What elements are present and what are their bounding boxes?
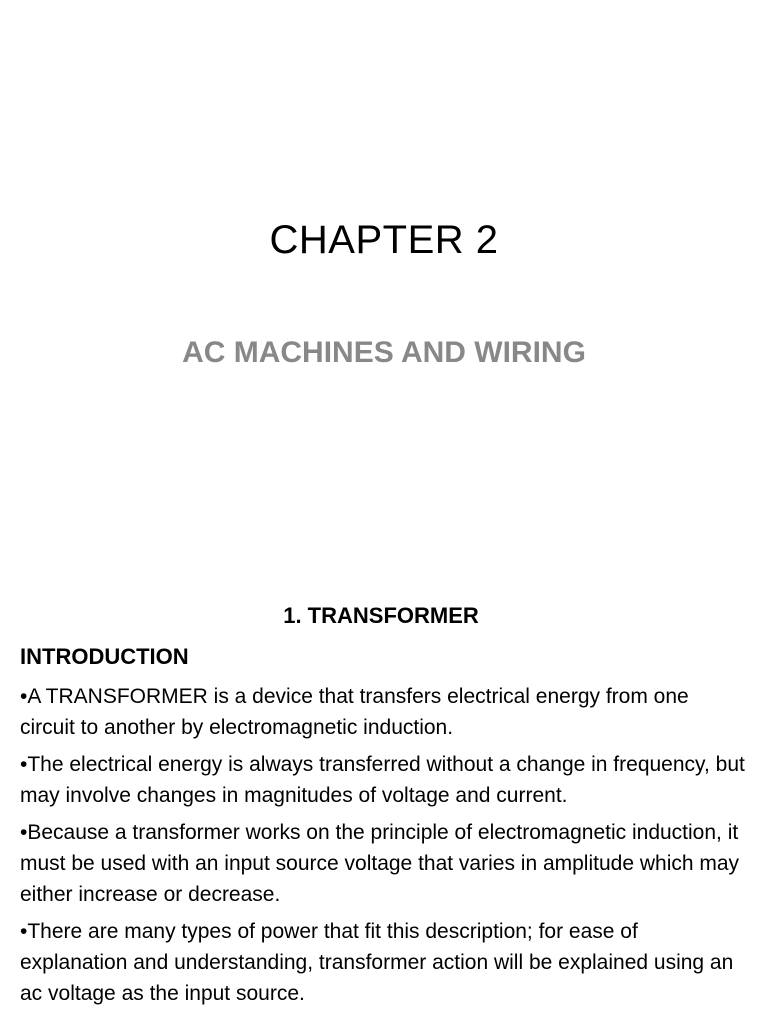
chapter-title: CHAPTER 2 bbox=[269, 218, 499, 262]
bullet-item: •The electrical energy is always transferred without a change in frequency, but may involve changes in magnitudes of voltage and current. bbox=[20, 753, 745, 807]
introduction-heading: INTRODUCTION bbox=[20, 644, 189, 669]
bullet-item: •Because a transformer works on the principle of electromagnetic induction, it must be used with an input source voltage that varies in amplitude which may either increase or decrease. bbox=[20, 821, 740, 906]
chapter-subtitle: AC MACHINES AND WIRING bbox=[182, 336, 586, 369]
section-heading: 1. TRANSFORMER bbox=[283, 603, 479, 628]
introduction-bullet-list bbox=[20, 681, 748, 1015]
bullet-item: •A TRANSFORMER is a device that transfers electrical energy from one circuit to another by electromagnetic induction. bbox=[20, 685, 689, 739]
bullet-item: •There are many types of power that fit this description; for ease of explanation and understanding, transformer action will be explained using an ac voltage as the input source. bbox=[20, 920, 734, 1005]
